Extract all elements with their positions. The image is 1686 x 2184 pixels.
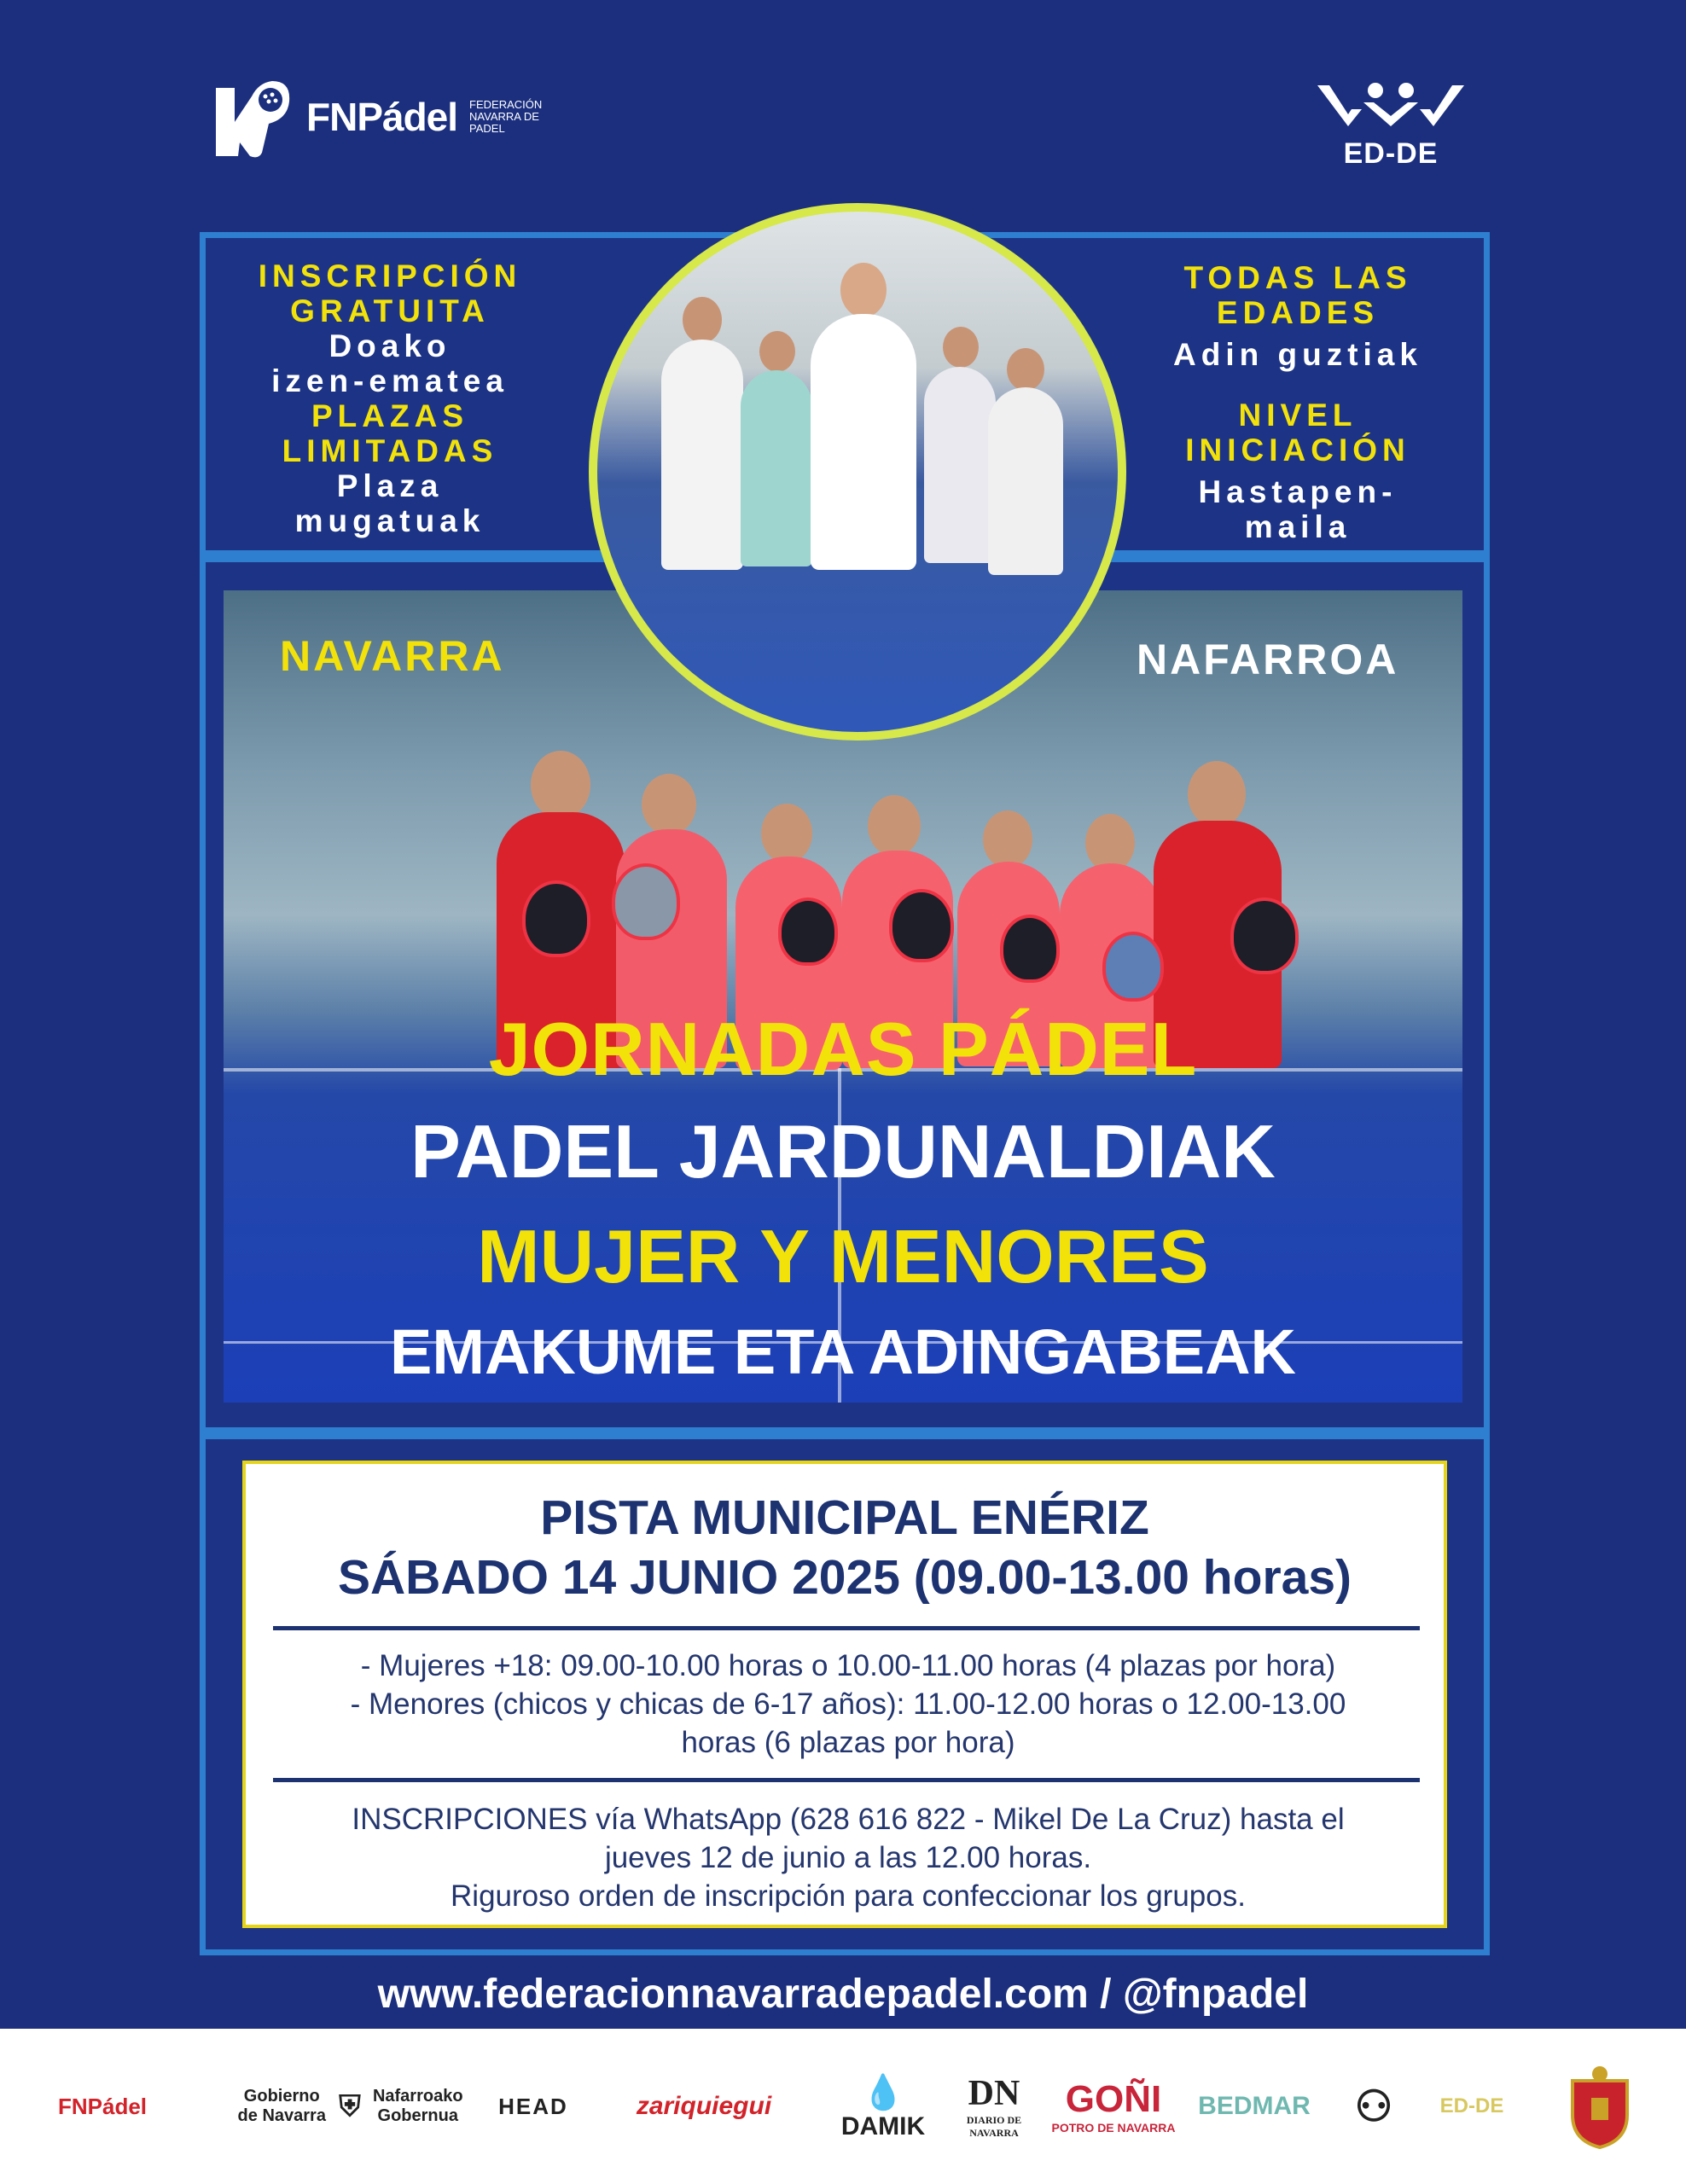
info-line: LIMITADAS (282, 433, 498, 468)
info-line: Doako (328, 328, 451, 363)
sponsor-bedmar (1195, 2029, 1314, 2184)
info-line: Hastapen- (1198, 474, 1398, 509)
town-shield-icon (1566, 2064, 1634, 2149)
region-label-nafarroa: NAFARROA (1137, 636, 1399, 683)
sponsor-damik (819, 2029, 947, 2184)
sponsor-label: Gobierno de Navarra (237, 2087, 326, 2125)
person (924, 367, 996, 563)
event-title: JORNADAS PÁDEL (488, 1007, 1198, 1091)
registration-line: INSCRIPCIONES vía WhatsApp (628 616 822 - Mikel De La Cruz) hasta el (352, 1803, 1345, 1836)
sponsor-sublabel: DIARIO DE NAVARRA (966, 2114, 1022, 2139)
info-line: maila (1244, 509, 1352, 544)
sponsor-label: Nafarroako Gobernua (372, 2087, 463, 2125)
fnpadel-logo (209, 70, 567, 164)
sponsor-head (478, 2029, 589, 2184)
sponsor-label: DN (968, 2074, 1020, 2113)
website-link[interactable]: www.federacionnavarradepadel.com / @fnpadel (377, 1972, 1309, 2017)
sponsor-town-shield (1553, 2029, 1647, 2184)
info-line: GRATUITA (290, 293, 490, 328)
info-line: Adin guztiak (1173, 337, 1422, 372)
person-head (683, 297, 722, 343)
sponsor-goni (1049, 2029, 1177, 2184)
person-head (943, 327, 979, 368)
edde-label: ED-DE (1343, 137, 1439, 170)
info-line: mugatuak (294, 503, 485, 538)
sponsor-strip (0, 2029, 1686, 2184)
person-head (642, 774, 696, 835)
sponsor-label: zariquiegui (636, 2092, 772, 2120)
racket (778, 897, 838, 966)
person-head (868, 795, 921, 857)
sponsor-label: HEAD (498, 2093, 568, 2119)
sponsor-label: DAMIK (840, 2111, 926, 2140)
racket (522, 880, 590, 957)
fnpadel-subtitle: FEDERACIÓN NAVARRA DE PADEL (469, 98, 543, 135)
info-line: INSCRIPCIÓN (258, 258, 522, 293)
sponsor-zariquiegui (597, 2029, 811, 2184)
schedule-line: horas (6 plazas por hora) (681, 1726, 1015, 1759)
person-head (1188, 761, 1246, 828)
person (988, 387, 1063, 575)
edde-mark-icon (1314, 78, 1468, 130)
edde-logo (1314, 78, 1468, 177)
sponsor-label: FNPádel (57, 2093, 148, 2119)
registration-text (280, 1800, 1416, 1915)
region-label-navarra: NAVARRA (280, 632, 505, 680)
schedule-line: - Mujeres +18: 09.00-10.00 horas o 10.00-11.00 horas (4 plazas por hora) (360, 1649, 1336, 1682)
kids-photo-circle (589, 203, 1126, 741)
racket (889, 889, 954, 962)
event-subtitle-basque: EMAKUME ETA ADINGABEAK (389, 1316, 1296, 1387)
sponsor-label: ED-DE (1439, 2094, 1504, 2117)
info-line: INICIACIÓN (1185, 433, 1410, 468)
sponsor-people-logo (1331, 2029, 1416, 2184)
registration-info (236, 258, 544, 538)
racket (1000, 915, 1060, 983)
person-head (840, 263, 887, 317)
level-info (1136, 260, 1460, 544)
person-head (1007, 348, 1044, 391)
event-details-box (242, 1461, 1447, 1928)
people-icon: ⚇ (1354, 2082, 1393, 2130)
person-head (761, 804, 812, 863)
person-head (531, 751, 590, 819)
info-line: EDADES (1216, 295, 1380, 330)
event-subtitle: MUJER Y MENORES (477, 1214, 1209, 1298)
racket (612, 863, 680, 940)
info-line: izen-ematea (271, 363, 509, 398)
registration-line: jueves 12 de junio a las 12.00 horas. (604, 1841, 1092, 1874)
sponsor-edde (1425, 2029, 1519, 2184)
info-line: Plaza (336, 468, 444, 503)
info-line: PLAZAS (311, 398, 468, 433)
schedule-text (280, 1647, 1416, 1762)
sponsor-diario-navarra (947, 2029, 1041, 2184)
event-title-basque: PADEL JARDUNALDIAK (410, 1109, 1276, 1194)
divider (273, 1626, 1420, 1630)
sponsor-label: GOÑI (1065, 2078, 1162, 2120)
info-line: TODAS LAS (1183, 260, 1412, 295)
info-line: NIVEL (1238, 398, 1358, 433)
person (811, 314, 916, 570)
person (741, 370, 812, 566)
divider (273, 1778, 1420, 1782)
schedule-line: - Menores (chicos y chicas de 6-17 años): 11.00-12.00 horas o 12.00-13.00 (350, 1687, 1346, 1721)
venue-heading: PISTA MUNICIPAL ENÉRIZ (540, 1490, 1149, 1545)
fnpadel-mark-icon (209, 71, 294, 163)
person-head (759, 331, 795, 372)
sponsor-label: BEDMAR (1198, 2092, 1311, 2120)
person-head (983, 810, 1032, 868)
fnpadel-name: FNPádel (306, 95, 458, 139)
sponsor-fnpadel (26, 2029, 179, 2184)
sponsor-gobierno-navarra (230, 2029, 469, 2184)
sponsor-sublabel: POTRO DE NAVARRA (1051, 2121, 1176, 2135)
person (661, 340, 743, 570)
racket (1102, 932, 1164, 1002)
registration-line: Riguroso orden de inscripción para confeccionar los grupos. (451, 1879, 1246, 1913)
date-heading: SÁBADO 14 JUNIO 2025 (09.00-13.00 horas) (337, 1550, 1352, 1605)
racket (1230, 897, 1299, 974)
coat-of-arms-icon: ⛨ (339, 2089, 361, 2123)
water-drop-icon: 💧 (862, 2073, 904, 2111)
